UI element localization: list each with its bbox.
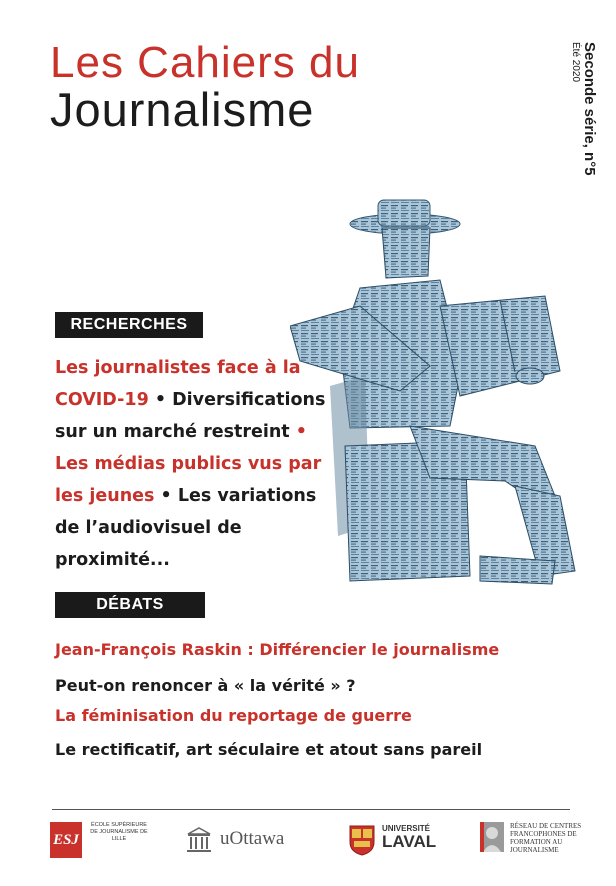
recherches-item: Les journalistes face à la COVID-19: [55, 358, 301, 410]
debat-item: Jean-François Raskin : Différencier le journalisme: [55, 640, 500, 659]
debat-item: Le rectificatif, art séculaire et atout sans pareil: [55, 740, 483, 759]
portrait-icon: [480, 822, 504, 852]
recherches-list: [55, 352, 330, 576]
recherches-item: • Les variations de l’audiovisuel de proximité...: [55, 486, 317, 570]
reseau-name: RÉSEAU DE CENTRES FRANCOPHONES DE FORMATION AU JOURNALISME: [510, 822, 582, 854]
footer-divider: [52, 809, 570, 810]
debat-item: Peut-on renoncer à « la vérité » ?: [55, 676, 356, 695]
universite-laval-logo: [348, 820, 448, 864]
esj-lille-logo: [50, 820, 150, 864]
reseau-logo: [480, 820, 596, 864]
series-info: [558, 42, 598, 182]
crest-icon: [348, 824, 376, 856]
esj-name: ÉCOLE SUPÉRIEURE DE JOURNALISME DE LILLE: [90, 822, 148, 842]
issue-date: Été 2020: [570, 42, 581, 83]
recherches-item: • Les médias publics vus par les jeunes: [55, 422, 322, 506]
esj-mark: ESJ: [50, 822, 82, 858]
series-number: Seconde série, n°5: [581, 42, 598, 176]
uottawa-name: uOttawa: [220, 828, 285, 849]
debat-item: La féminisation du reportage de guerre: [55, 706, 412, 725]
recherches-item: • Diversifications sur un marché restreint: [55, 390, 326, 442]
laval-top: UNIVERSITÉ: [382, 824, 431, 833]
uottawa-logo: [186, 820, 306, 864]
laval-bottom: LAVAL: [382, 832, 437, 851]
masthead-title-line2: Journalisme: [50, 83, 315, 136]
newspaper-man-illustration: [290, 196, 590, 596]
debats-label: DÉBATS: [55, 592, 205, 618]
recherches-label: RECHERCHES: [55, 312, 203, 338]
masthead-title-line1: Les Cahiers du: [50, 38, 360, 87]
building-icon: [186, 826, 212, 854]
